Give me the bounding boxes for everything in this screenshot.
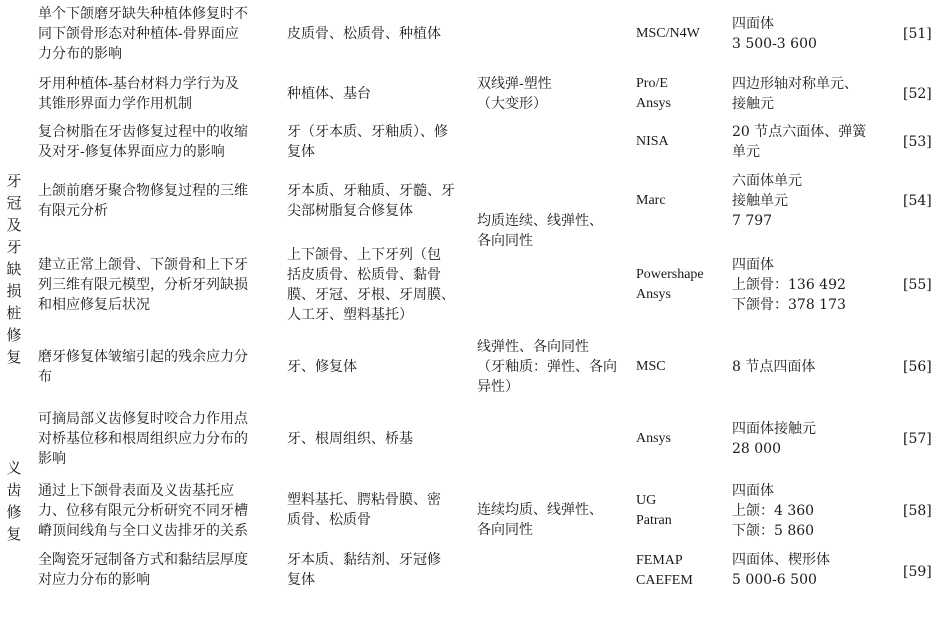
text-line: 对应力分布的影响 [38, 572, 150, 588]
reference-cell: [53] [903, 134, 932, 150]
text-line: 四面体 [732, 257, 774, 273]
structure-cell [287, 357, 357, 377]
text-line: 和相应修复后状况 [38, 297, 150, 313]
category-char: 义 [6, 459, 22, 477]
text-line: 牙用种植体-基台材料力学行为及 [38, 76, 239, 92]
material-cell [477, 500, 603, 540]
category-char: 损 [6, 282, 22, 300]
text-line: 下颌：5 860 [732, 523, 815, 539]
reference-cell: [51] [903, 26, 932, 42]
text-line: 复体 [287, 144, 315, 160]
text-line: 布 [38, 369, 52, 385]
text-line: Ansys [636, 287, 672, 302]
reference-cell: [52] [903, 86, 932, 102]
text-line: 影响 [38, 451, 66, 467]
text-line: Pro/E [636, 76, 668, 91]
text-line: 力、位移有限元分析研究不同牙槽 [38, 503, 248, 519]
text-line: 复体 [287, 572, 315, 588]
category-char: 冠 [6, 194, 22, 212]
topic-cell [38, 122, 248, 162]
text-line: 四面体、楔形体 [732, 552, 830, 568]
software-cell [636, 491, 672, 531]
text-line: 牙本质、黏结剂、牙冠修 [287, 552, 441, 568]
mesh-cell [732, 357, 815, 377]
text-line: 尖部树脂复合修复体 [287, 203, 413, 219]
text-line: FEMAP [636, 553, 683, 568]
text-line: 全陶瓷牙冠制备方式和黏结层厚度 [38, 552, 248, 568]
structure-cell [287, 122, 448, 162]
software-cell [636, 191, 666, 211]
text-line: 列三维有限元模型，分析牙列缺损 [38, 277, 248, 293]
text-line: 上颌骨：136 492 [732, 277, 846, 293]
software-cell [636, 74, 671, 114]
category-char: 修 [6, 503, 22, 521]
text-line: 嵴顶间线角与全口义齿排牙的关系 [38, 523, 248, 539]
structure-cell [287, 24, 441, 44]
category-char: 复 [6, 525, 22, 543]
text-line: CAEFEM [636, 573, 693, 588]
text-line: Ansys [636, 96, 672, 111]
software-cell [636, 429, 671, 449]
reference-cell: [58] [903, 503, 932, 519]
topic-cell [38, 181, 248, 221]
text-line: 种植体、基台 [287, 86, 371, 102]
reference-cell: [57] [903, 431, 932, 447]
text-line: Powershape [636, 267, 704, 282]
text-line: 四面体 [732, 483, 774, 499]
text-line: 六面体单元 [732, 173, 802, 189]
reference-cell: [55] [903, 277, 932, 293]
material-cell [477, 74, 552, 114]
text-line: 牙、修复体 [287, 359, 357, 375]
text-line: 皮质骨、松质骨、种植体 [287, 26, 441, 42]
mesh-cell [732, 481, 814, 541]
text-line: 均质连续、线弹性、 [477, 213, 603, 229]
reference-cell: [54] [903, 193, 932, 209]
text-line: Patran [636, 513, 672, 528]
category-char: 牙 [6, 238, 22, 256]
text-line: 双线弹-塑性 [477, 76, 552, 92]
text-line: 人工牙、塑料基托） [287, 307, 413, 323]
mesh-cell [732, 171, 802, 231]
mesh-cell [732, 550, 830, 590]
text-line: 5 000-6 500 [732, 572, 817, 588]
software-cell [636, 132, 669, 152]
text-line: 上下颌骨、上下牙列（包 [287, 247, 441, 263]
text-line: 28 000 [732, 441, 781, 457]
software-cell [636, 24, 700, 44]
text-line: 括皮质骨、松质骨、黏骨 [287, 267, 441, 283]
text-line: 及对牙-修复体界面应力的影响 [38, 144, 225, 160]
topic-cell [38, 255, 248, 315]
structure-cell [287, 550, 441, 590]
category-char: 齿 [6, 481, 22, 499]
text-line: 7 797 [732, 213, 773, 229]
text-line: 异性） [477, 379, 519, 395]
text-line: （牙釉质：弹性、各向 [477, 359, 617, 375]
text-line: 牙本质、牙釉质、牙髓、牙 [287, 183, 455, 199]
category-char: 桩 [6, 304, 22, 322]
software-cell [636, 551, 693, 591]
text-line: （大变形） [477, 96, 547, 112]
topic-cell [38, 550, 248, 590]
text-line: 四面体 [732, 16, 774, 32]
text-line: 8 节点四面体 [732, 359, 816, 375]
material-cell [477, 211, 603, 251]
text-line: UG [636, 493, 657, 508]
material-cell [477, 337, 617, 397]
topic-cell [38, 74, 239, 114]
text-line: 膜、牙冠、牙根、牙周膜、 [287, 287, 455, 303]
mesh-cell [732, 419, 816, 459]
structure-cell [287, 245, 455, 325]
text-line: 有限元分析 [38, 203, 108, 219]
mesh-cell [732, 74, 858, 114]
category-char: 牙 [6, 172, 22, 190]
text-line: 对桥基位移和根周组织应力分布的 [38, 431, 248, 447]
topic-cell [38, 347, 248, 387]
text-line: 上颌前磨牙聚合物修复过程的三维 [38, 183, 248, 199]
text-line: 其锥形界面力学作用机制 [38, 96, 192, 112]
text-line: 四面体接触元 [732, 421, 816, 437]
text-line: 复合树脂在牙齿修复过程中的收缩 [38, 124, 248, 140]
text-line: 同下颌骨形态对种植体-骨界面应 [38, 26, 239, 42]
mesh-cell [732, 255, 846, 315]
text-line: 线弹性、各向同性 [477, 339, 589, 355]
topic-cell [38, 4, 248, 64]
software-cell [636, 357, 666, 377]
category-char: 及 [6, 216, 22, 234]
text-line: 力分布的影响 [38, 46, 122, 62]
text-line: 各向同性 [477, 233, 533, 249]
text-line: 接触单元 [732, 193, 788, 209]
structure-cell [287, 429, 413, 449]
text-line: 磨牙修复体皱缩引起的残余应力分 [38, 349, 248, 365]
text-line: Marc [636, 193, 666, 208]
category-char: 复 [6, 348, 22, 366]
text-line: MSC/N4W [636, 26, 700, 41]
text-line: 单个下颌磨牙缺失种植体修复时不 [38, 6, 248, 22]
text-line: 3 500-3 600 [732, 36, 817, 52]
text-line: 牙、根周组织、桥基 [287, 431, 413, 447]
text-line: MSC [636, 359, 666, 374]
topic-cell [38, 409, 248, 469]
text-line: 建立正常上颌骨、下颌骨和上下牙 [38, 257, 248, 273]
mesh-cell [732, 14, 817, 54]
text-line: 质骨、松质骨 [287, 512, 371, 528]
text-line: 可摘局部义齿修复时咬合力作用点 [38, 411, 248, 427]
reference-cell: [56] [903, 359, 932, 375]
text-line: 下颌骨：378 173 [732, 297, 846, 313]
reference-cell: [59] [903, 564, 932, 580]
text-line: 塑料基托、腭粘骨膜、密 [287, 492, 441, 508]
text-line: 接触元 [732, 96, 774, 112]
category-char: 修 [6, 326, 22, 344]
text-line: Ansys [636, 431, 672, 446]
text-line: NISA [636, 134, 669, 149]
structure-cell [287, 490, 441, 530]
topic-cell [38, 481, 248, 541]
text-line: 连续均质、线弹性、 [477, 502, 603, 518]
text-line: 20 节点六面体、弹簧 [732, 124, 867, 140]
software-cell [636, 265, 704, 305]
text-line: 牙（牙本质、牙釉质）、修 [287, 124, 448, 140]
text-line: 上颌：4 360 [732, 503, 815, 519]
text-line: 单元 [732, 144, 760, 160]
text-line: 四边形轴对称单元、 [732, 76, 858, 92]
mesh-cell [732, 122, 866, 162]
category-char: 缺 [6, 260, 22, 278]
structure-cell [287, 84, 371, 104]
structure-cell [287, 181, 455, 221]
text-line: 各向同性 [477, 522, 533, 538]
text-line: 通过上下颌骨表面及义齿基托应 [38, 483, 234, 499]
